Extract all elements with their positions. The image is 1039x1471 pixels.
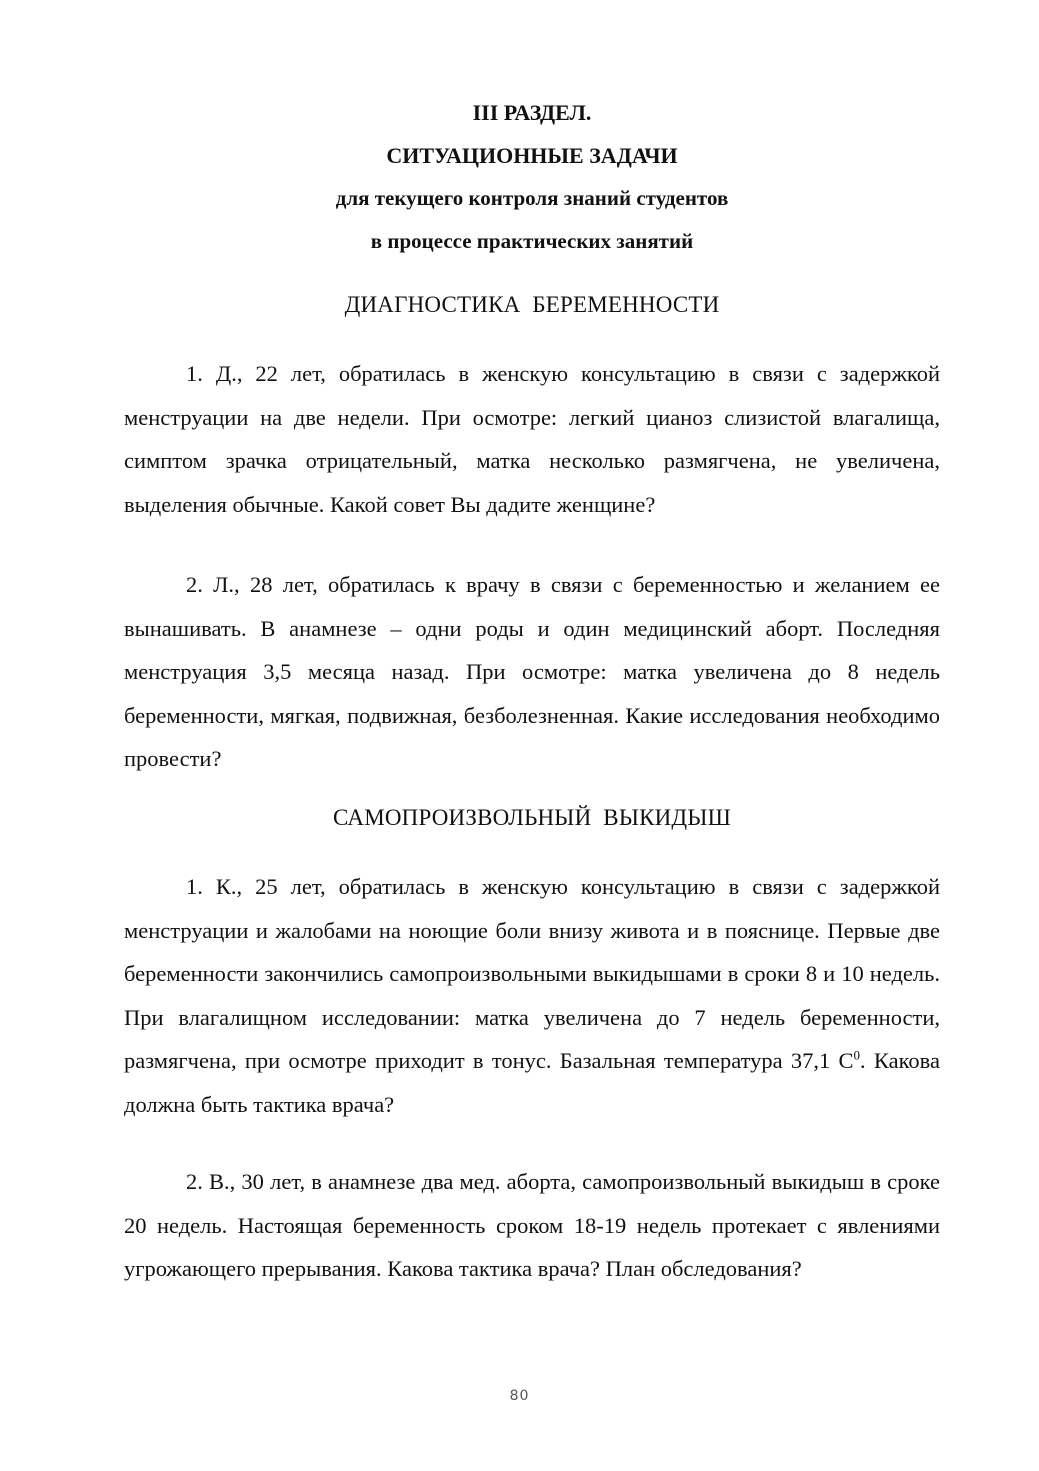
document-title: СИТУАЦИОННЫЕ ЗАДАЧИ: [386, 143, 678, 168]
task-paragraph: [124, 865, 940, 1126]
task-paragraph: 2. В., 30 лет, в анамнезе два мед. аборта, самопроизвольный выкидыш в сроке 20 недель. Настоящая беременность сроком 18-19 недель протекает с явлениями угрожающего прерывания. Какова тактика врача? План обследования?: [124, 1169, 940, 1281]
document-subtitle-line-2: в процессе практических занятий: [370, 229, 694, 253]
document-subtitle-line-1: для текущего контроля знаний студентов: [335, 186, 729, 210]
section-title-spontaneous-miscarriage: САМОПРОИЗВОЛЬНЫЙ ВЫКИДЫШ: [333, 805, 731, 830]
section-title-pregnancy-diagnosis: ДИАГНОСТИКА БЕРЕМЕННОСТИ: [344, 292, 720, 317]
task-text-end: . Какова должна быть тактика врача?: [124, 1048, 940, 1117]
part-heading: III РАЗДЕЛ.: [472, 100, 592, 125]
degree-superscript: 0: [853, 1047, 861, 1063]
task-paragraph: 1. Д., 22 лет, обратилась в женскую консультацию в связи с задержкой менструации на две недели. При осмотре: легкий цианоз слизистой влагалища, симптом зрачка отрицательный, матка несколько размягчена, не увеличена, выделения обычные. Какой совет Вы дадите женщине?: [124, 361, 940, 517]
task-text: 1. К., 25 лет, обратилась в женскую консультацию в связи с задержкой менструации и жалобами на ноющие боли внизу живота и в пояснице. Первые две беременности закончились самопроизвольными выкидышами в сроки 8 и 10 недель. При влагалищном исследовании: матка увеличена до 7 недель беременности, размягчена, при осмотре приходит в тонус. Базальная температура 37,1 С: [124, 874, 940, 1073]
page-number: 80: [509, 1388, 530, 1404]
task-paragraph: 2. Л., 28 лет, обратилась к врачу в связи с беременностью и желанием ее вынашивать. В анамнезе – одни роды и один медицинский аборт. Последняя менструация 3,5 месяца назад. При осмотре: матка увеличена до 8 недель беременности, мягкая, подвижная, безболезненная. Какие исследования необходимо провести?: [124, 572, 940, 771]
